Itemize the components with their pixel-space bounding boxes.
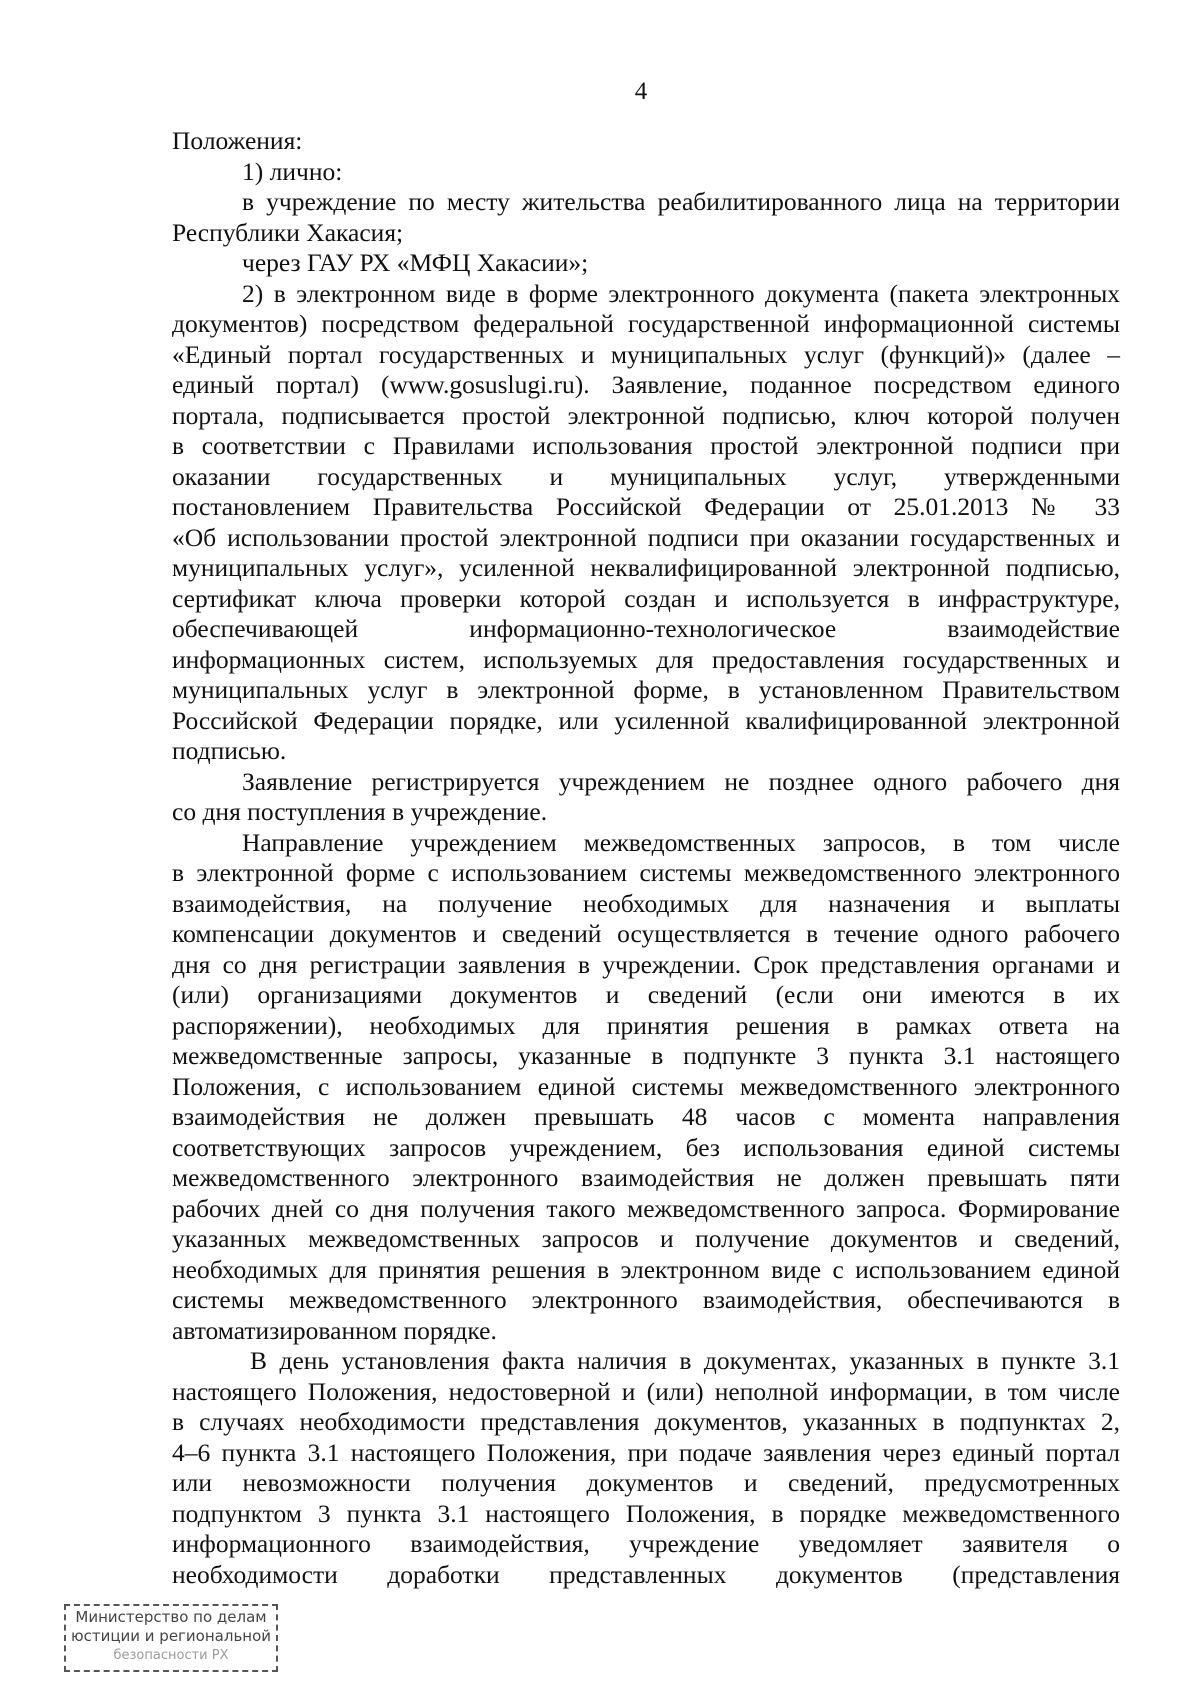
text-line: (или) организациями документов и сведений (если они имеются в их xyxy=(172,980,1120,1009)
text-line: оказании государственных и муниципальных услуг, утвержденными xyxy=(172,461,1120,491)
stamp-line: Министерство по делам xyxy=(75,1608,267,1626)
text-line: портала, подписывается простой электронной подписью, ключ которой получен xyxy=(172,400,1120,430)
text-line: межведомственные запросы, указанные в подпункте 3 пункта 3.1 настоящего xyxy=(172,1041,1120,1070)
text-line: информационного взаимодействия, учреждение уведомляет заявителя о xyxy=(172,1529,1120,1558)
text-line: в случаях необходимости представления документов, указанных в подпунктах 2, xyxy=(172,1407,1120,1436)
text-line: Республики Хакасия; xyxy=(172,217,404,247)
text-line: в соответствии с Правилами использования простой электронной подписи при xyxy=(172,431,1120,460)
text-line: Российской Федерации порядке, или усиленной квалифицированной электронной xyxy=(172,705,1120,735)
stamp-line: безопасности РХ xyxy=(113,1648,229,1663)
text-line: в электронной форме с использованием системы межведомственного электронного xyxy=(172,858,1120,887)
text-line: указанных межведомственных запросов и получение документов и сведений, xyxy=(172,1224,1120,1253)
text-line: Направление учреждением межведомственных запросов, в том числе xyxy=(242,827,1120,857)
text-line: информационных систем, используемых для предоставления государственных и xyxy=(172,644,1120,674)
text-line: межведомственного электронного взаимодействия не должен превышать пяти xyxy=(172,1163,1120,1192)
text-line: взаимодействия, на получение необходимых для назначения и выплаты xyxy=(172,888,1120,918)
text-line: Положения: xyxy=(172,126,303,155)
text-line: взаимодействия не должен превышать 48 часов с момента направления xyxy=(172,1102,1120,1131)
text-line: документов) посредством федеральной государственной информационной системы xyxy=(172,309,1120,338)
text-line: «Единый портал государственных и муниципальных услуг (функций)» (далее – xyxy=(172,339,1120,369)
text-line: муниципальных услуг», усиленной неквалифицированной электронной подписью, xyxy=(172,553,1120,582)
text-line: подписью. xyxy=(172,736,287,765)
text-line: дня со дня регистрации заявления в учреждении. Срок представления органами и xyxy=(172,949,1120,979)
text-line: через ГАУ РХ «МФЦ Хакасии»; xyxy=(242,248,589,277)
text-line: необходимости доработки представленных документов (представления xyxy=(172,1559,1120,1589)
text-line: автоматизированном порядке. xyxy=(172,1315,497,1345)
text-line: рабочих дней со дня получения такого межведомственного запроса. Формирование xyxy=(172,1193,1120,1223)
text-line: обеспечивающей информационно-технологическое взаимодействие xyxy=(172,614,1120,643)
text-line: Положения, с использованием единой системы межведомственного электронного xyxy=(172,1071,1120,1101)
document-body xyxy=(172,126,1120,1590)
text-line: настоящего Положения, недостоверной и (или) неполной информации, в том числе xyxy=(172,1376,1120,1406)
text-line: «Об использовании простой электронной подписи при оказании государственных и xyxy=(172,522,1120,552)
text-line: компенсации документов и сведений осуществляется в течение одного рабочего xyxy=(172,919,1120,948)
text-line: подпунктом 3 пункта 3.1 настоящего Положения, в порядке межведомственного xyxy=(172,1498,1120,1528)
registration-stamp xyxy=(64,1604,278,1672)
text-line: Заявление регистрируется учреждением не позднее одного рабочего дня xyxy=(242,766,1120,796)
text-line: постановлением Правительства Российской Федерации от 25.01.2013 № 33 xyxy=(172,492,1120,521)
page-number: 4 xyxy=(634,78,648,105)
text-line: 1) лично: xyxy=(242,156,343,186)
text-line: единый портал) (www.gosuslugi.ru). Заявление, поданное посредством единого xyxy=(172,370,1120,399)
text-line: сертификат ключа проверки которой создан и используется в инфраструктуре, xyxy=(172,583,1120,613)
text-line: 2) в электронном виде в форме электронного документа (пакета электронных xyxy=(242,278,1120,308)
text-line: системы межведомственного электронного взаимодействия, обеспечиваются в xyxy=(172,1285,1120,1314)
text-line: соответствующих запросов учреждением, без использования единой системы xyxy=(172,1132,1120,1162)
text-line: или невозможности получения документов и сведений, предусмотренных xyxy=(172,1468,1120,1497)
stamp-line: юстиции и региональной xyxy=(70,1627,272,1645)
text-line: распоряжении), необходимых для принятия решения в рамках ответа на xyxy=(172,1010,1120,1040)
text-line: 4–6 пункта 3.1 настоящего Положения, при подаче заявления через единый портал xyxy=(172,1437,1120,1467)
text-line: муниципальных услуг в электронной форме, в установленном Правительством xyxy=(172,675,1120,704)
text-line: со дня поступления в учреждение. xyxy=(172,797,548,826)
text-line: В день установления факта наличия в документах, указанных в пункте 3.1 xyxy=(250,1346,1120,1375)
text-line: в учреждение по месту жительства реабилитированного лица на территории xyxy=(242,187,1120,216)
text-line: необходимых для принятия решения в электронном виде с использованием единой xyxy=(172,1254,1120,1284)
